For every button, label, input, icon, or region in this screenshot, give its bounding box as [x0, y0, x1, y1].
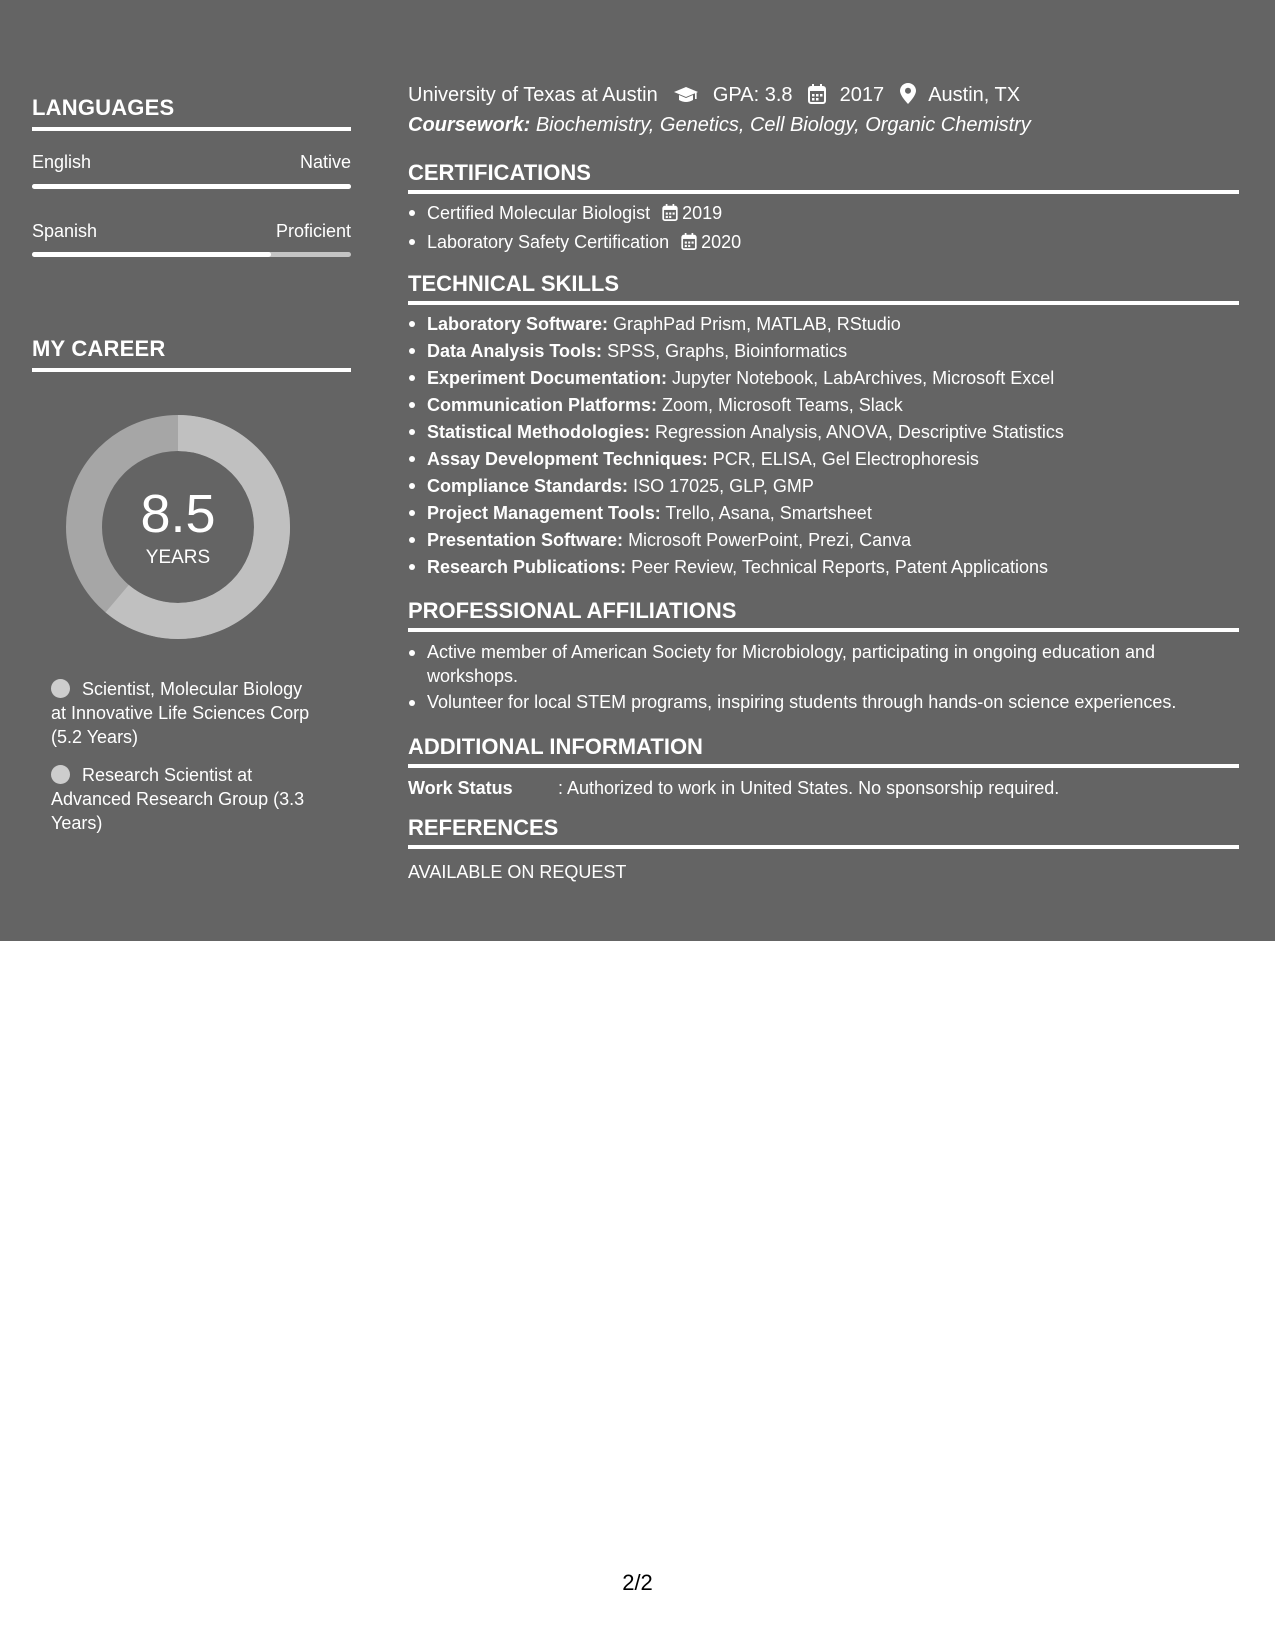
language-bar-fill [32, 184, 351, 189]
certification-year: 2020 [701, 232, 742, 252]
calendar-icon [662, 202, 678, 229]
skill-value: Peer Review, Technical Reports, Patent Applications [631, 557, 1048, 577]
language-bar-spanish [32, 252, 351, 257]
bullet-dot-icon [51, 679, 70, 698]
references-text: AVAILABLE ON REQUEST [408, 862, 627, 882]
graduation-cap-icon [673, 86, 699, 110]
coursework [408, 114, 1031, 137]
coursework-label: Coursework: [408, 114, 531, 136]
language-bar-english [32, 184, 351, 189]
skill-label: Data Analysis Tools: [427, 341, 603, 361]
coursework-list: Biochemistry, Genetics, Cell Biology, Organic Chemistry [535, 114, 1031, 136]
skill-item [408, 311, 1239, 338]
school-name: University of Texas at Austin [408, 84, 658, 106]
skill-label: Research Publications: [427, 557, 627, 577]
skill-value: Zoom, Microsoft Teams, Slack [662, 395, 903, 415]
skill-label: Communication Platforms: [427, 395, 658, 415]
languages-heading: LANGUAGES [32, 95, 351, 131]
skill-value: Regression Analysis, ANOVA, Descriptive Statistics [655, 422, 1064, 442]
career-years-value: 8.5 [140, 484, 216, 544]
affiliation-item: Active member of American Society for Microbiology, participating in ongoing education and workshops. [408, 640, 1239, 688]
certification-name: Certified Molecular Biologist [427, 203, 651, 223]
skill-label: Project Management Tools: [427, 503, 661, 523]
skill-value: GraphPad Prism, MATLAB, RStudio [613, 314, 901, 334]
certifications-heading: CERTIFICATIONS [408, 160, 1239, 194]
skill-value: Microsoft PowerPoint, Prezi, Canva [628, 530, 912, 550]
skills-list [408, 311, 1239, 581]
certification-item [408, 229, 1239, 258]
calendar-icon [681, 231, 697, 258]
skill-label: Laboratory Software: [427, 314, 609, 334]
career-item [51, 763, 321, 835]
certifications-list [408, 200, 1239, 258]
affiliations-list [408, 640, 1239, 716]
career-donut-chart [66, 415, 290, 639]
career-item-text: Research Scientist at Advanced Research Group (3.3 Years) [51, 765, 305, 833]
skill-item [408, 365, 1239, 392]
skill-item [408, 473, 1239, 500]
certification-name: Laboratory Safety Certification [427, 232, 670, 252]
affiliation-item: Volunteer for local STEM programs, inspiring students through hands-on science experiences. [408, 690, 1239, 714]
references-heading: REFERENCES [408, 815, 1239, 849]
skill-value: PCR, ELISA, Gel Electrophoresis [712, 449, 979, 469]
language-level: Proficient [275, 221, 351, 241]
skills-heading: TECHNICAL SKILLS [408, 271, 1239, 305]
language-name: English [32, 152, 92, 172]
gpa: GPA: 3.8 [712, 84, 793, 106]
skill-item [408, 338, 1239, 365]
map-pin-icon [900, 83, 916, 110]
skill-item [408, 554, 1239, 581]
education-line [408, 83, 1020, 110]
skill-item [408, 500, 1239, 527]
skill-item [408, 446, 1239, 473]
skill-value: Jupyter Notebook, LabArchives, Microsoft Excel [672, 368, 1055, 388]
skill-label: Compliance Standards: [427, 476, 629, 496]
career-years-unit: YEARS [145, 547, 211, 568]
skill-value: SPSS, Graphs, Bioinformatics [607, 341, 848, 361]
skill-item [408, 419, 1239, 446]
calendar-icon [808, 84, 826, 110]
work-status-label: Work Status [408, 778, 513, 798]
work-status-value: : Authorized to work in United States. No sponsorship required. [558, 778, 1060, 798]
career-heading: MY CAREER [32, 336, 351, 372]
language-name: Spanish [32, 221, 98, 241]
skill-label: Statistical Methodologies: [427, 422, 651, 442]
affiliations-heading: PROFESSIONAL AFFILIATIONS [408, 598, 1239, 632]
skill-label: Presentation Software: [427, 530, 624, 550]
career-item [51, 677, 321, 749]
graduation-year: 2017 [839, 84, 885, 106]
skill-value: Trello, Asana, Smartsheet [665, 503, 872, 523]
certification-item [408, 200, 1239, 229]
page-number: 2/2 [622, 1570, 653, 1595]
language-bar-fill [32, 252, 271, 257]
skill-value: ISO 17025, GLP, GMP [633, 476, 814, 496]
skill-label: Assay Development Techniques: [427, 449, 708, 469]
skill-label: Experiment Documentation: [427, 368, 668, 388]
location: Austin, TX [928, 84, 1021, 106]
bullet-dot-icon [51, 765, 70, 784]
skill-item [408, 527, 1239, 554]
additional-info-heading: ADDITIONAL INFORMATION [408, 734, 1239, 768]
language-level: Native [299, 152, 351, 172]
skill-item [408, 392, 1239, 419]
career-item-text: Scientist, Molecular Biology at Innovative Life Sciences Corp (5.2 Years) [51, 679, 310, 747]
certification-year: 2019 [682, 203, 723, 223]
